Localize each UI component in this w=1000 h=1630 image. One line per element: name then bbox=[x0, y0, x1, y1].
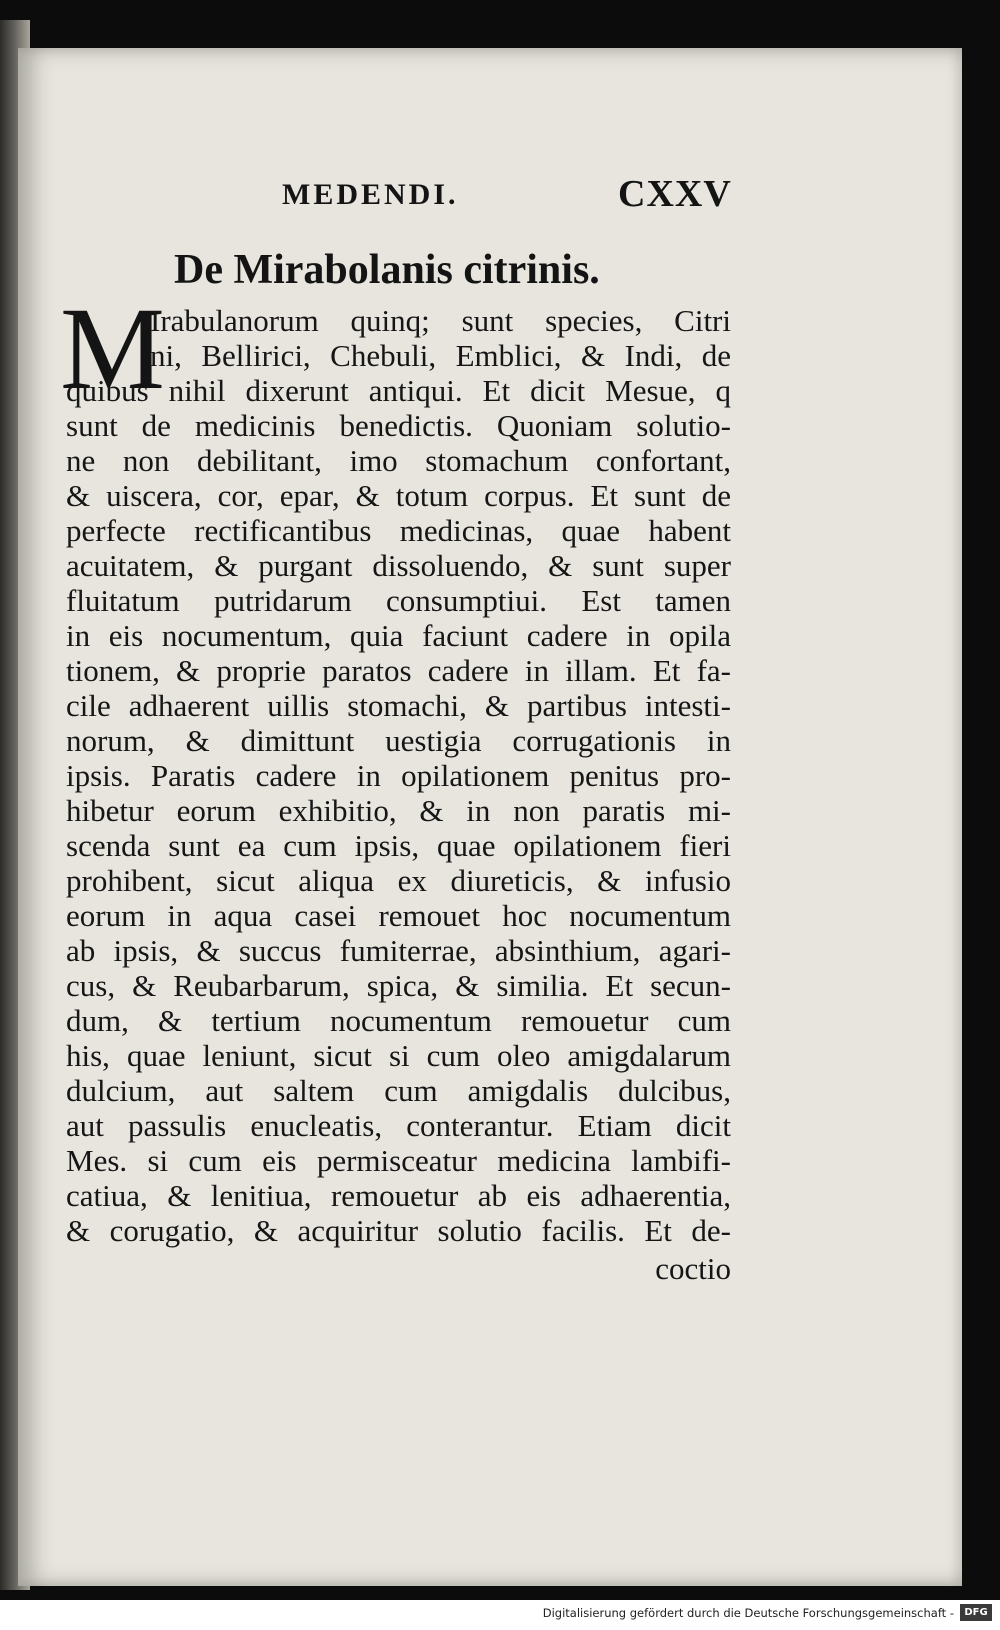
text-line: sunt de medicinis benedictis. Quoniam solutio- bbox=[66, 409, 731, 443]
funding-credit: Digitalisierung gefördert durch die Deutsche Forschungsgemeinschaft - bbox=[542, 1606, 954, 1620]
text-line: perfecte rectificantibus medicinas, quae habent bbox=[66, 514, 731, 548]
text-line: & corugatio, & acquiritur solutio facilis. Et de- bbox=[66, 1214, 731, 1248]
text-line: dum, & tertium nocumentum remouetur cum bbox=[66, 1004, 731, 1038]
text-line: cus, & Reubarbarum, spica, & similia. Et secun- bbox=[66, 969, 731, 1003]
dfg-logo: DFG bbox=[960, 1604, 992, 1621]
folio-number: CXXV bbox=[618, 173, 732, 215]
text-line: aut passulis enucleatis, conterantur. Etiam dicit bbox=[66, 1109, 731, 1143]
text-line: quibus nihil dixerunt antiqui. Et dicit Mesue, q bbox=[66, 374, 731, 408]
text-line: tionem, & proprie paratos cadere in illam. Et fa- bbox=[66, 654, 731, 688]
text-line: in eis nocumentum, quia faciunt cadere in opila bbox=[66, 619, 731, 653]
text-line: ne non debilitant, imo stomachum confortant, bbox=[66, 444, 731, 478]
running-title: MEDENDI. bbox=[282, 178, 459, 211]
section-title: De Mirabolanis citrinis. bbox=[174, 247, 600, 293]
text-line: cile adhaerent uillis stomachi, & partibus intesti- bbox=[66, 689, 731, 723]
text-line: eorum in aqua casei remouet hoc nocumentum bbox=[66, 899, 731, 933]
text-line: norum, & dimittunt uestigia corrugationis in bbox=[66, 724, 731, 758]
text-line: ipsis. Paratis cadere in opilationem penitus pro- bbox=[66, 759, 731, 793]
text-line: prohibent, sicut aliqua ex diureticis, & infusio bbox=[66, 864, 731, 898]
text-line: scenda sunt ea cum ipsis, quae opilationem fieri bbox=[66, 829, 731, 863]
drop-cap-initial: M bbox=[60, 283, 165, 414]
text-line: Irabulanorum quinq; sunt species, Citri bbox=[150, 304, 731, 338]
text-line: catiua, & lenitiua, remouetur ab eis adhaerentia, bbox=[66, 1179, 731, 1213]
text-line: Mes. si cum eis permisceatur medicina lambifi- bbox=[66, 1144, 731, 1178]
catchword: coctio bbox=[655, 1252, 731, 1286]
text-line: hibetur eorum exhibitio, & in non paratis mi- bbox=[66, 794, 731, 828]
text-line: fluitatum putridarum consumptiui. Est tamen bbox=[66, 584, 731, 618]
text-line: acuitatem, & purgant dissoluendo, & sunt super bbox=[66, 549, 731, 583]
text-line: his, quae leniunt, sicut si cum oleo amigdalarum bbox=[66, 1039, 731, 1073]
text-line: ni, Bellirici, Chebuli, Emblici, & Indi, de bbox=[150, 339, 731, 373]
text-line: dulcium, aut saltem cum amigdalis dulcibus, bbox=[66, 1074, 731, 1108]
text-line: & uiscera, cor, epar, & totum corpus. Et sunt de bbox=[66, 479, 731, 513]
text-line: ab ipsis, & succus fumiterrae, absinthium, agari- bbox=[66, 934, 731, 968]
